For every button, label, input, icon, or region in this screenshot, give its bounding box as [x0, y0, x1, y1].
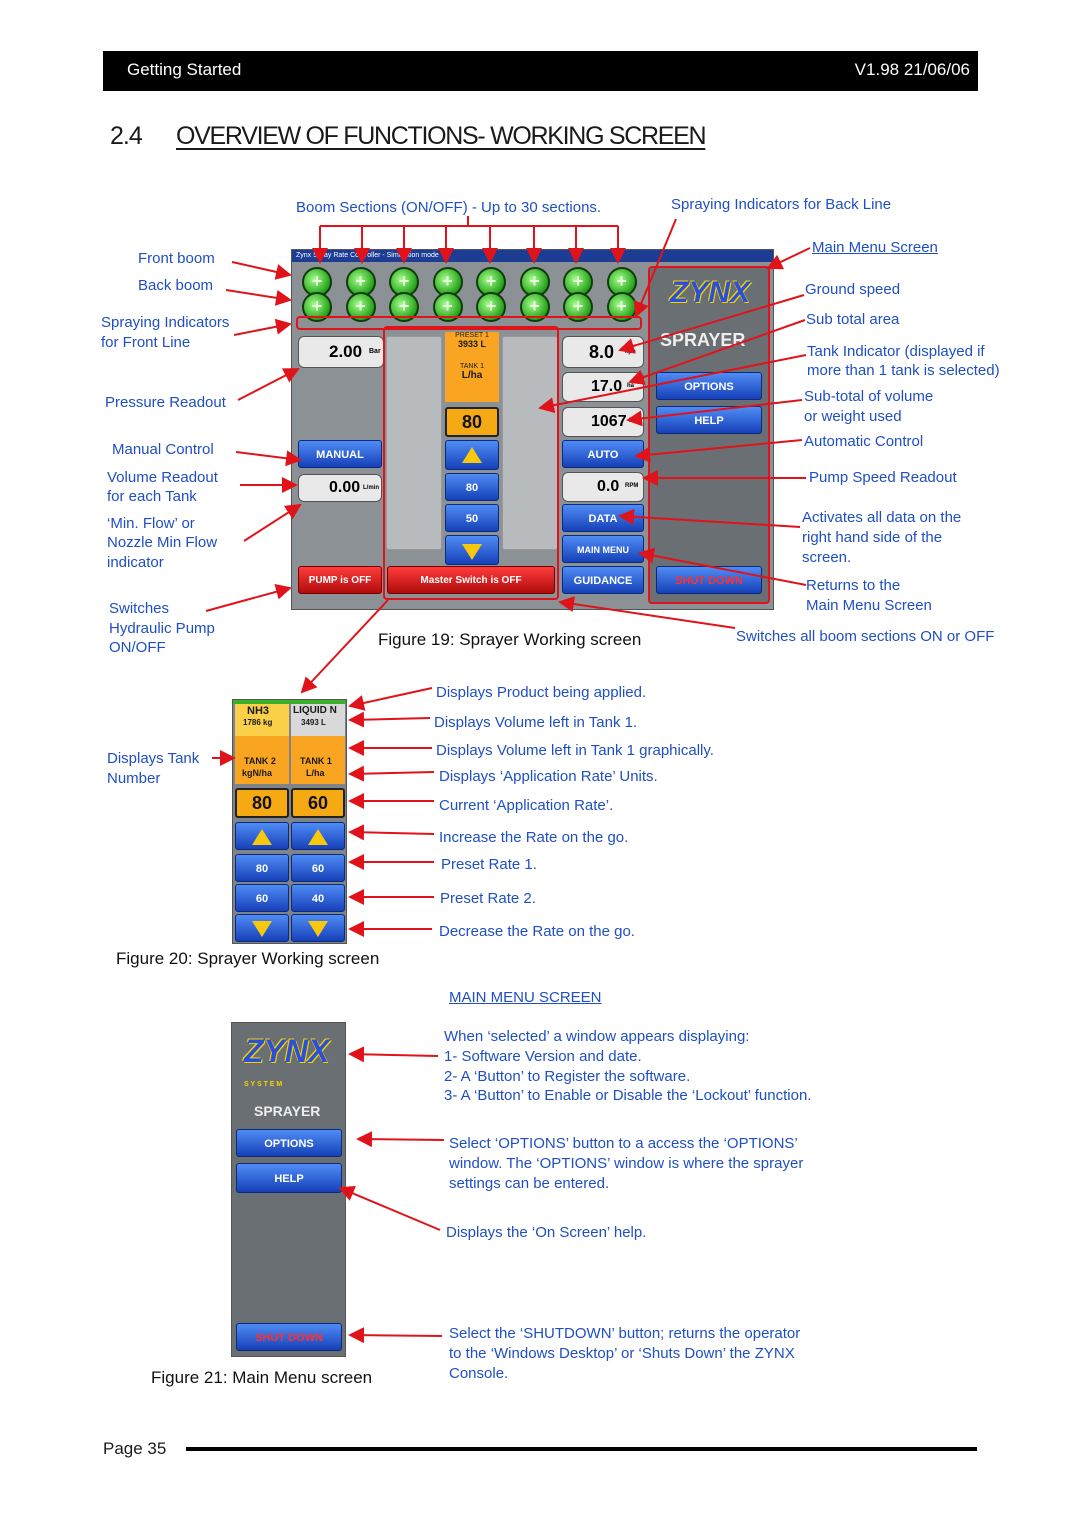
figure-19-caption: Figure 19: Sprayer Working screen — [378, 630, 642, 649]
menu-note-1-line-1: When ‘selected’ a window appears displaying: — [444, 1028, 750, 1045]
section-title: OVERVIEW OF FUNCTIONS- WORKING SCREEN — [176, 122, 706, 150]
menu-note-2-line-2: window. The ‘OPTIONS’ window is where the sprayer — [449, 1155, 804, 1172]
shutdown-button[interactable]: SHUT DOWN — [656, 566, 762, 594]
preset-2-b-button[interactable]: 40 — [291, 884, 345, 912]
label-returns-1: Returns to the — [806, 577, 901, 594]
note-volume-graphic: Displays Volume left in Tank 1 graphically. — [436, 742, 714, 759]
label-tank-indicator-2: more than 1 tank is selected) — [807, 362, 1000, 379]
note-volume: Displays Volume left in Tank 1. — [434, 714, 638, 731]
current-rate: 80 — [445, 407, 499, 437]
label-switches-1: Switches — [109, 600, 170, 617]
figure-21-caption: Figure 21: Main Menu screen — [151, 1368, 373, 1387]
pressure-readout: 2.00 Bar — [298, 336, 384, 368]
note-preset-2: Preset Rate 2. — [440, 890, 536, 907]
label-tank-number-1: Displays Tank — [107, 750, 200, 767]
data-button[interactable]: DATA — [562, 504, 644, 532]
tank-a-unit: kgN/ha — [242, 768, 273, 778]
manual-button[interactable]: MANUAL — [298, 440, 382, 468]
master-switch-button[interactable]: Master Switch is OFF — [387, 566, 555, 594]
tank-indicator: PRESET 1 3933 L TANK 1 L/ha — [445, 332, 499, 402]
options-button-large[interactable]: OPTIONS — [236, 1129, 342, 1157]
label-subtotal-volume-2: or weight used — [804, 408, 902, 425]
label-spray-back: Spraying Indicators for Back Line — [671, 196, 892, 213]
label-spray-front-1: Spraying Indicators — [101, 314, 230, 331]
sprayer-label: SPRAYER — [660, 330, 746, 350]
menu-note-4-line-3: Console. — [449, 1365, 509, 1382]
label-activates-1: Activates all data on the — [802, 509, 962, 526]
label-main-menu-screen: Main Menu Screen — [812, 239, 938, 256]
preset-1-a-button[interactable]: 80 — [235, 854, 289, 882]
menu-note-1-line-4: 3- A ‘Button’ to Enable or Disable the ‘Lockout’ function. — [444, 1087, 812, 1104]
label-pump-speed: Pump Speed Readout — [809, 469, 957, 486]
sprayer-heading: SPRAYER — [254, 1103, 321, 1119]
tank-b-label: TANK 1 — [300, 756, 332, 766]
label-minflow-2: Nozzle Min Flow — [107, 534, 218, 551]
zynx-logo: ZYNX — [670, 276, 751, 309]
menu-note-1-line-2: 1- Software Version and date. — [444, 1048, 642, 1065]
label-minflow-3: indicator — [107, 554, 164, 571]
label-activates-3: screen. — [802, 549, 852, 566]
note-product: Displays Product being applied. — [436, 684, 647, 701]
area-readout: 17.0 ha — [562, 372, 644, 402]
options-button[interactable]: OPTIONS — [656, 372, 762, 400]
label-pressure: Pressure Readout — [105, 394, 226, 411]
note-units: Displays ‘Application Rate’ Units. — [439, 768, 658, 785]
help-button-large[interactable]: HELP — [236, 1163, 342, 1193]
label-volume-2: for each Tank — [107, 488, 197, 505]
main-menu-button[interactable]: MAIN MENU — [562, 535, 644, 563]
label-tank-number-2: Number — [107, 770, 161, 787]
volume-a: 1786 kg — [243, 718, 273, 727]
label-tank-indicator-1: Tank Indicator (displayed if — [807, 343, 985, 360]
guidance-button[interactable]: GUIDANCE — [562, 566, 644, 594]
header-version: V1.98 21/06/06 — [854, 60, 970, 79]
label-ground-speed: Ground speed — [805, 281, 901, 298]
preset-1-b-button[interactable]: 60 — [291, 854, 345, 882]
label-manual-control: Manual Control — [112, 441, 214, 458]
preset-2-a-button[interactable]: 60 — [235, 884, 289, 912]
header-section: Getting Started — [127, 60, 242, 79]
note-increase: Increase the Rate on the go. — [439, 829, 629, 846]
label-activates-2: right hand side of the — [802, 529, 943, 546]
section-number: 2.4 — [110, 122, 142, 150]
label-sub-total-area: Sub total area — [806, 311, 900, 328]
label-volume-1: Volume Readout — [107, 469, 218, 486]
label-spray-front-2: for Front Line — [101, 334, 191, 351]
volume-b: 3493 L — [301, 718, 326, 727]
preset-rate-1-button[interactable]: 80 — [445, 473, 499, 501]
label-switches-all: Switches all boom sections ON or OFF — [736, 628, 995, 645]
menu-note-3: Displays the ‘On Screen’ help. — [446, 1224, 647, 1241]
menu-note-1-line-3: 2- A ‘Button’ to Register the software. — [444, 1068, 691, 1085]
note-decrease: Decrease the Rate on the go. — [439, 923, 635, 940]
product-b: LIQUID N — [293, 705, 337, 716]
zynx-logo-large: ZYNX — [244, 1033, 330, 1069]
label-switches-2: Hydraulic Pump — [109, 620, 215, 637]
figure-20-caption: Figure 20: Sprayer Working screen — [116, 949, 380, 968]
pump-speed-readout: 0.0 RPM — [562, 472, 644, 502]
system-text: S Y S T E M — [244, 1081, 283, 1088]
label-automatic-control: Automatic Control — [804, 433, 924, 450]
note-preset-1: Preset Rate 1. — [441, 856, 537, 873]
page-number: Page 35 — [103, 1439, 167, 1458]
menu-note-4-line-1: Select the ‘SHUTDOWN’ button; returns the operator — [449, 1325, 801, 1342]
shutdown-button-large[interactable]: SHUT DOWN — [236, 1323, 342, 1351]
rate-a: 80 — [235, 788, 289, 818]
menu-note-4-line-2: to the ‘Windows Desktop’ or ‘Shuts Down’ the ZYNX — [449, 1345, 795, 1362]
auto-button[interactable]: AUTO — [562, 440, 644, 468]
label-minflow-1: ‘Min. Flow’ or — [107, 515, 195, 532]
menu-note-2-line-3: settings can be entered. — [449, 1175, 610, 1192]
pump-button[interactable]: PUMP is OFF — [298, 566, 382, 594]
label-boom-sections: Boom Sections (ON/OFF) - Up to 30 sections. — [296, 199, 602, 216]
preset-rate-2-button[interactable]: 50 — [445, 504, 499, 532]
main-menu-heading: MAIN MENU SCREEN — [449, 989, 602, 1006]
volume-readout: 0.00 L/min — [298, 474, 382, 502]
tank-b-unit: L/ha — [306, 768, 325, 778]
product-a: NH3 — [247, 705, 270, 717]
help-button[interactable]: HELP — [656, 406, 762, 434]
label-subtotal-volume-1: Sub-total of volume — [804, 388, 934, 405]
speed-readout: 8.0 kph — [562, 336, 644, 368]
label-returns-2: Main Menu Screen — [806, 597, 932, 614]
label-back-boom: Back boom — [138, 277, 214, 294]
note-current-rate: Current ‘Application Rate’. — [439, 797, 614, 814]
tank-a-label: TANK 2 — [244, 756, 276, 766]
menu-note-2-line-1: Select ‘OPTIONS’ button to a access the ‘OPTIONS’ — [449, 1135, 798, 1152]
used-readout: 1067 L — [562, 407, 644, 437]
screen-titlebar: Zynx Spray Rate Controller - Simulation mode — [292, 250, 773, 262]
rate-b: 60 — [291, 788, 345, 818]
label-front-boom: Front boom — [138, 250, 215, 267]
label-switches-3: ON/OFF — [109, 639, 166, 656]
